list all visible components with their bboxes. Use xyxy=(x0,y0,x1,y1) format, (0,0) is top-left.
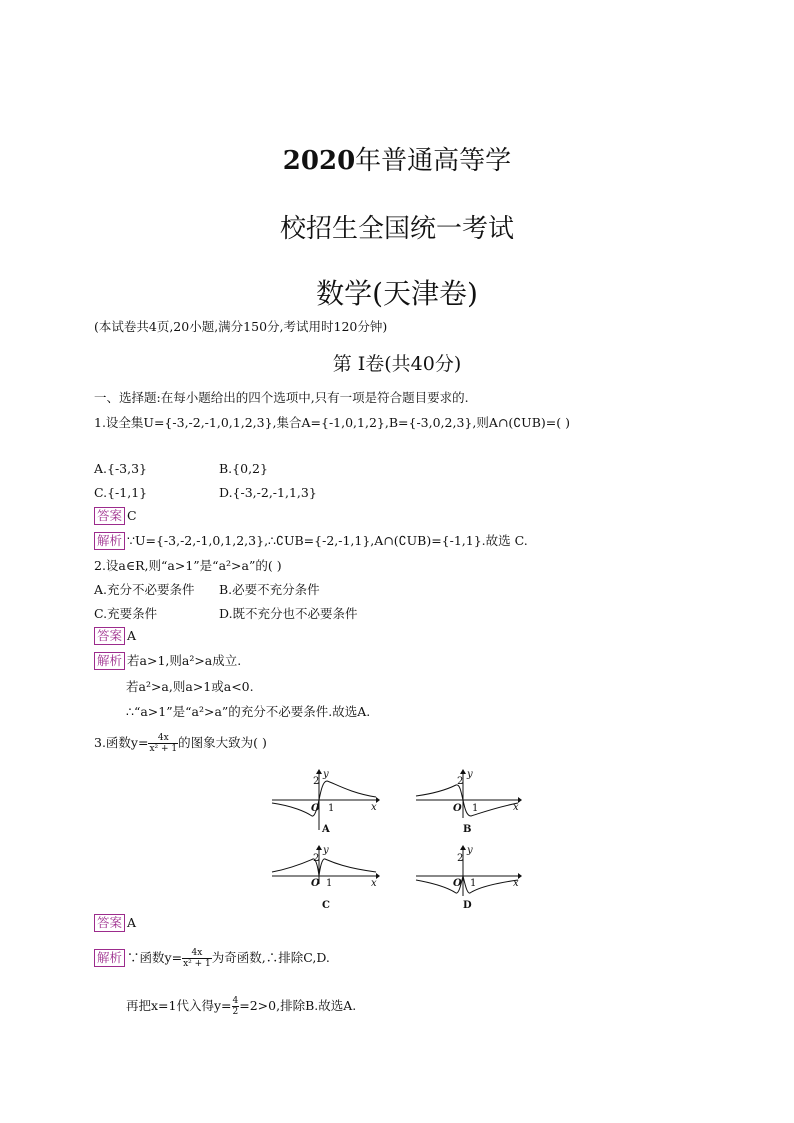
graph-c-y-arrow xyxy=(316,845,322,850)
graph-d-curve xyxy=(416,876,518,893)
graph-c-y-label: y xyxy=(323,845,329,856)
graph-c-x-label: x xyxy=(371,878,377,889)
graph-b-origin-label: O xyxy=(453,803,462,814)
q3-frac-den: x² + 1 xyxy=(149,744,178,754)
q2-answer xyxy=(94,627,136,645)
title-text-1: 年普通高等学 xyxy=(355,146,512,176)
q3-answer xyxy=(94,914,136,932)
answer-tag: 答案 xyxy=(94,627,125,645)
q3-frac-num: 4x xyxy=(148,733,178,744)
q2-option-a: A.充分不必要条件 xyxy=(94,582,195,597)
q3-analysis-2 xyxy=(126,996,356,1017)
q1-answer-value: C xyxy=(127,508,137,523)
graph-c-one-label: 1 xyxy=(326,878,333,889)
graph-b-one-label: 1 xyxy=(472,803,479,814)
graph-d-two-label: 2 xyxy=(457,853,464,864)
q3-fraction xyxy=(148,733,178,754)
part-heading: 第 Ⅰ卷(共40分) xyxy=(332,353,462,375)
graph-c-curve xyxy=(272,859,376,876)
section-heading: 一、选择题:在每小题给出的四个选项中,只有一项是符合题目要求的. xyxy=(94,390,469,405)
q1-option-c: C.{-1,1} xyxy=(94,485,148,500)
graph-d-label: D xyxy=(463,900,472,911)
analysis-tag: 解析 xyxy=(94,652,125,670)
q3-analysis2-suffix: =2>0,排除B.故选A. xyxy=(239,998,357,1013)
graph-c-label: C xyxy=(322,900,330,911)
graph-c-origin-label: O xyxy=(311,878,320,889)
q1-option-a: A.{-3,3} xyxy=(94,461,148,476)
q3-stem xyxy=(94,733,267,754)
q3-analysis2-prefix: 再把x=1代入得y= xyxy=(126,998,232,1013)
q2-answer-value: A xyxy=(127,628,137,643)
q2-option-c: C.充要条件 xyxy=(94,606,158,621)
title-line-2: 校招生全国统一考试 xyxy=(279,214,514,244)
q3-graphs xyxy=(268,768,528,918)
answer-tag: 答案 xyxy=(94,914,125,932)
graph-a-curve xyxy=(272,781,376,816)
q1-analysis-text: ∵U={-3,-2,-1,0,1,2,3},∴∁UB={-2,-1,1},A∩(∁UB)={-1,1}.故选 C. xyxy=(127,533,528,548)
q2-analysis-line-2: 若a²>a,则a>1或a<0. xyxy=(126,679,254,694)
graph-b-y-label: y xyxy=(467,769,473,780)
q2-analysis-line-3: ∴“a>1”是“a²>a”的充分不必要条件.故选A. xyxy=(126,704,371,719)
graph-d-one-label: 1 xyxy=(470,878,477,889)
q2-option-d: D.既不充分也不必要条件 xyxy=(219,606,358,621)
q3-analysis-1 xyxy=(94,948,330,969)
answer-tag: 答案 xyxy=(94,507,125,525)
graph-a-y-label: y xyxy=(323,769,329,780)
q1-option-b: B.{0,2} xyxy=(219,461,268,476)
q3-analysis1-num: 4x xyxy=(182,948,212,959)
q3-stem-suffix: 的图象大致为( ) xyxy=(178,735,267,750)
graph-b-x-label: x xyxy=(513,802,519,813)
q1-answer xyxy=(94,507,137,525)
graph-b-label: B xyxy=(463,824,472,835)
graph-c-two-label: 2 xyxy=(313,853,320,864)
graph-a-one-label: 1 xyxy=(328,803,335,814)
q2-stem: 2.设a∈R,则“a>1”是“a²>a”的( ) xyxy=(94,558,282,573)
title-year: 2020 xyxy=(282,146,356,176)
graph-d-origin-label: O xyxy=(453,878,462,889)
graph-a-two-label: 2 xyxy=(313,776,320,787)
graph-d-x-label: x xyxy=(513,878,519,889)
graph-a-origin-label: O xyxy=(311,803,320,814)
graph-b-two-label: 2 xyxy=(457,776,464,787)
q3-analysis1-prefix: ∵函数y= xyxy=(127,950,183,965)
q3-analysis1-den: x² + 1 xyxy=(183,959,211,969)
title-line-3: 数学(天津卷) xyxy=(316,277,478,310)
q2-analysis-line-1: 若a>1,则a²>a成立. xyxy=(127,653,242,668)
graph-a-x-label: x xyxy=(371,802,377,813)
q2-analysis xyxy=(94,651,241,670)
q3-analysis1-fraction xyxy=(182,948,212,969)
graph-a-label: A xyxy=(322,824,330,835)
graph-d-y-arrow xyxy=(460,845,466,850)
exam-note: (本试卷共4页,20小题,满分150分,考试用时120分钟) xyxy=(94,319,388,334)
q3-analysis1-suffix: 为奇函数,∴排除C,D. xyxy=(211,950,330,965)
graph-b-y-arrow xyxy=(460,769,466,774)
title-line-1 xyxy=(0,140,794,177)
q3-stem-prefix: 3.函数y= xyxy=(94,735,149,750)
q3-answer-value: A xyxy=(127,915,137,930)
graph-d-y-label: y xyxy=(467,845,473,856)
q3-analysis2-num: 4 xyxy=(232,996,239,1006)
q1-option-d: D.{-3,-2,-1,1,3} xyxy=(219,485,317,500)
q2-option-b: B.必要不充分条件 xyxy=(219,582,320,597)
analysis-tag: 解析 xyxy=(94,949,125,967)
q1-analysis xyxy=(94,531,528,550)
q1-stem: 1.设全集U={-3,-2,-1,0,1,2,3},集合A={-1,0,1,2},B={-3,0,2,3},则A∩(∁UB)=( ) xyxy=(94,415,570,430)
q3-analysis2-den: 2 xyxy=(232,1007,239,1017)
analysis-tag: 解析 xyxy=(94,532,125,550)
graph-a-y-arrow xyxy=(316,769,322,774)
